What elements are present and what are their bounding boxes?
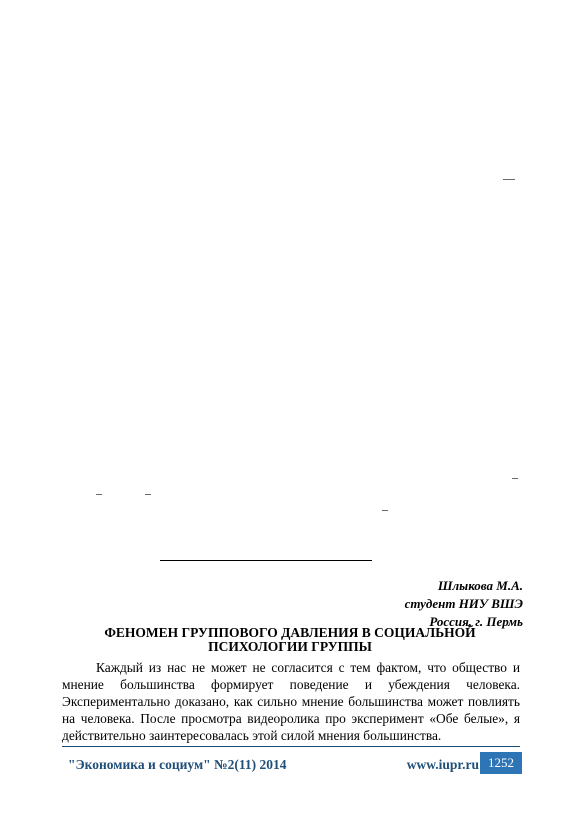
stray-short-dash-1: – <box>512 470 518 484</box>
article-title-line-1: ФЕНОМЕН ГРУППОВОГО ДАВЛЕНИЯ В СОЦИАЛЬНОЙ <box>104 625 476 640</box>
article-body: Каждый из нас не может не согласится с тем фактом, что общество и мнение большинства формирует поведение и убеждения человека. Экспериментально доказано, как сильно мнение большинства может повлиять на человека. После просмотра видеоролика про эксперимент «Обе белые», я действительно заинтересовалась этой силой мнения большинства. <box>62 660 520 743</box>
footer-rule <box>62 746 520 747</box>
stray-short-dash-3: – <box>145 486 151 500</box>
stray-short-dash-2: – <box>96 486 102 500</box>
separator-line <box>160 560 372 561</box>
article-title-line-2: ПСИХОЛОГИИ ГРУППЫ <box>208 639 372 654</box>
footer-site-link[interactable]: www.iupr.ru <box>406 757 479 772</box>
stray-short-dash-4: – <box>382 502 388 516</box>
author-name: Шлыкова М.А. <box>437 578 523 593</box>
author-position: студент НИУ ВШЭ <box>404 596 523 611</box>
page-number: 1252 <box>480 752 522 774</box>
stray-long-dash: — <box>503 171 515 185</box>
footer-journal: "Экономика и социум" №2(11) 2014 <box>68 757 287 772</box>
author-location: Россия, г. Пермь <box>429 614 523 629</box>
